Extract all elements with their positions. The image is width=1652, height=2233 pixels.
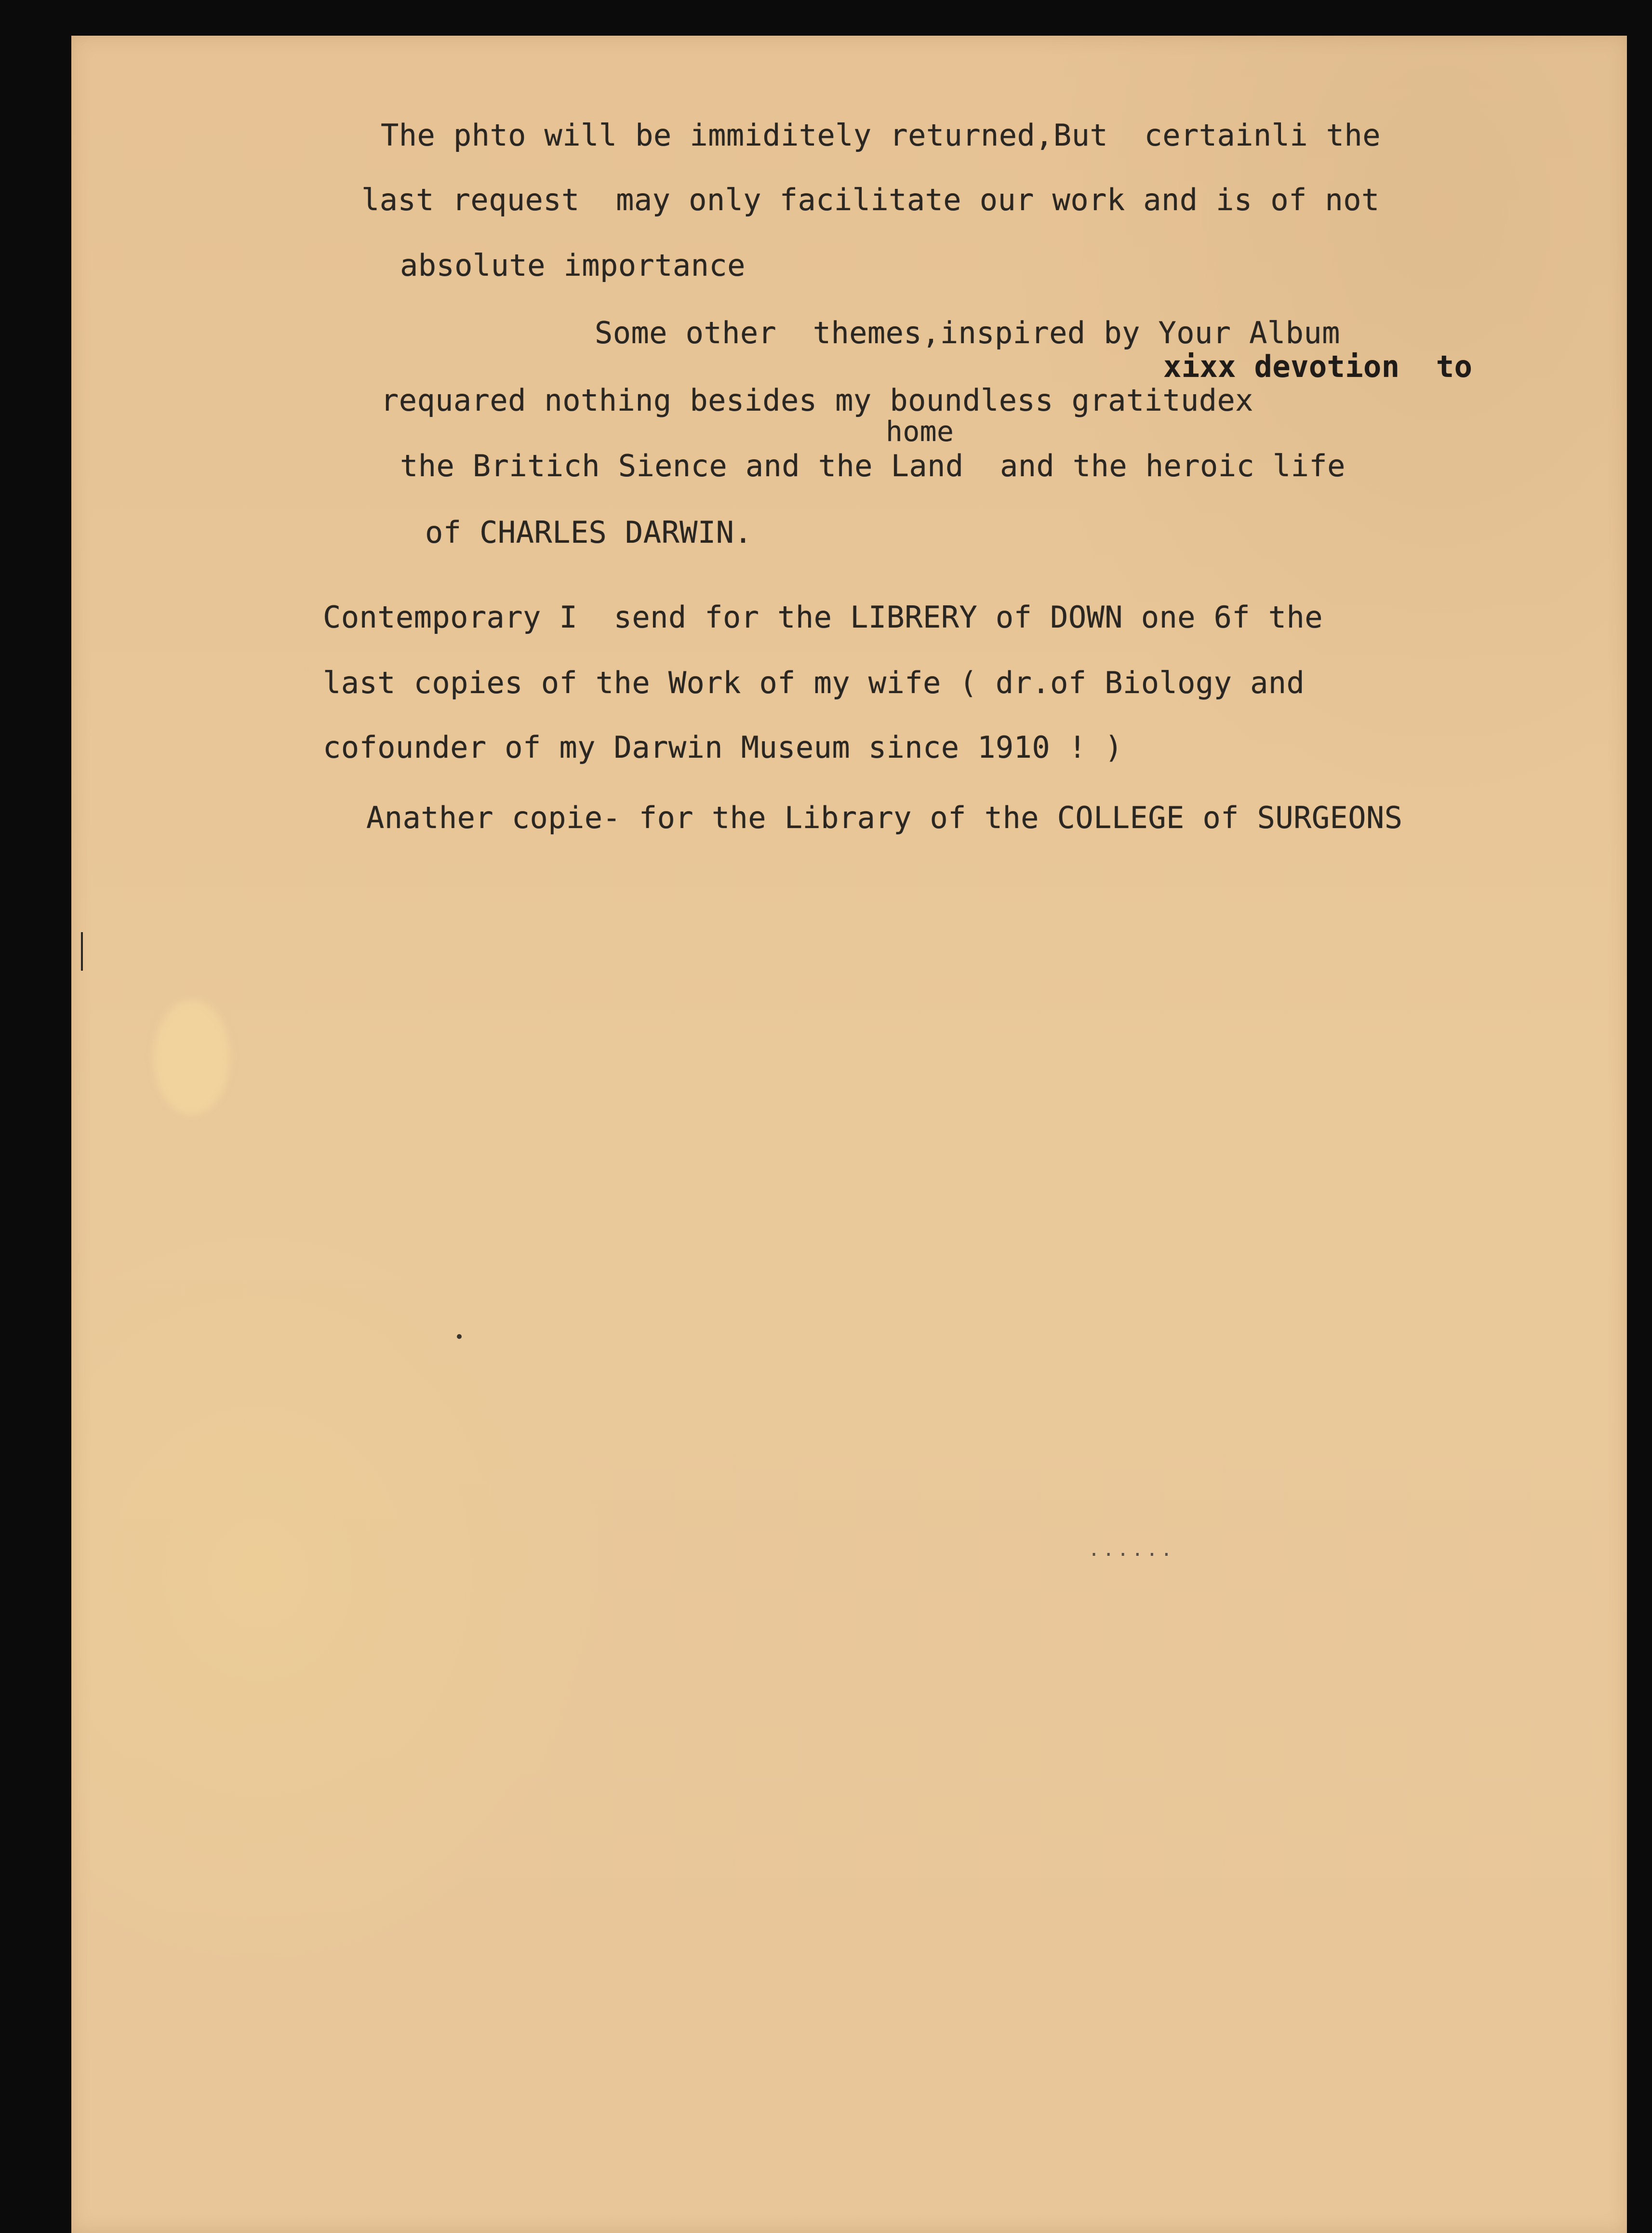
text-line-2: last request may only facilitate our work and is of not [361, 182, 1380, 217]
typewritten-page [71, 36, 1627, 2233]
text-line-6: requared nothing besides my boundless gratitudex [381, 383, 1253, 418]
edge-mark [81, 932, 83, 971]
ellipsis-mark: ...... [1088, 1538, 1175, 1561]
text-line-11: last copies of the Work of my wife ( dr.of Biology and [323, 665, 1305, 700]
text-line-9: of CHARLES DARWIN. [425, 515, 753, 550]
ink-dot [457, 1334, 462, 1339]
text-line-7-insert: home [886, 415, 954, 448]
text-line-12: cofounder of my Darwin Museum since 1910 ! ) [323, 730, 1123, 765]
text-line-10: Contemporary I send for the LIBRERY of DOWN one 6f the [323, 600, 1323, 635]
text-line-5-insert: xixx devotion to [1163, 349, 1473, 384]
text-line-3: absolute importance [400, 248, 746, 283]
paper-stain [153, 1000, 230, 1115]
text-line-4: Some other themes,inspired by Your Album [595, 315, 1340, 350]
text-line-1: The phto will be immiditely returned,But certainli the [381, 118, 1381, 153]
text-line-13: Anather copie- for the Library of the COLLEGE of SURGEONS [366, 800, 1403, 835]
text-line-8: the Britich Sience and the Land and the heroic life [400, 448, 1346, 483]
